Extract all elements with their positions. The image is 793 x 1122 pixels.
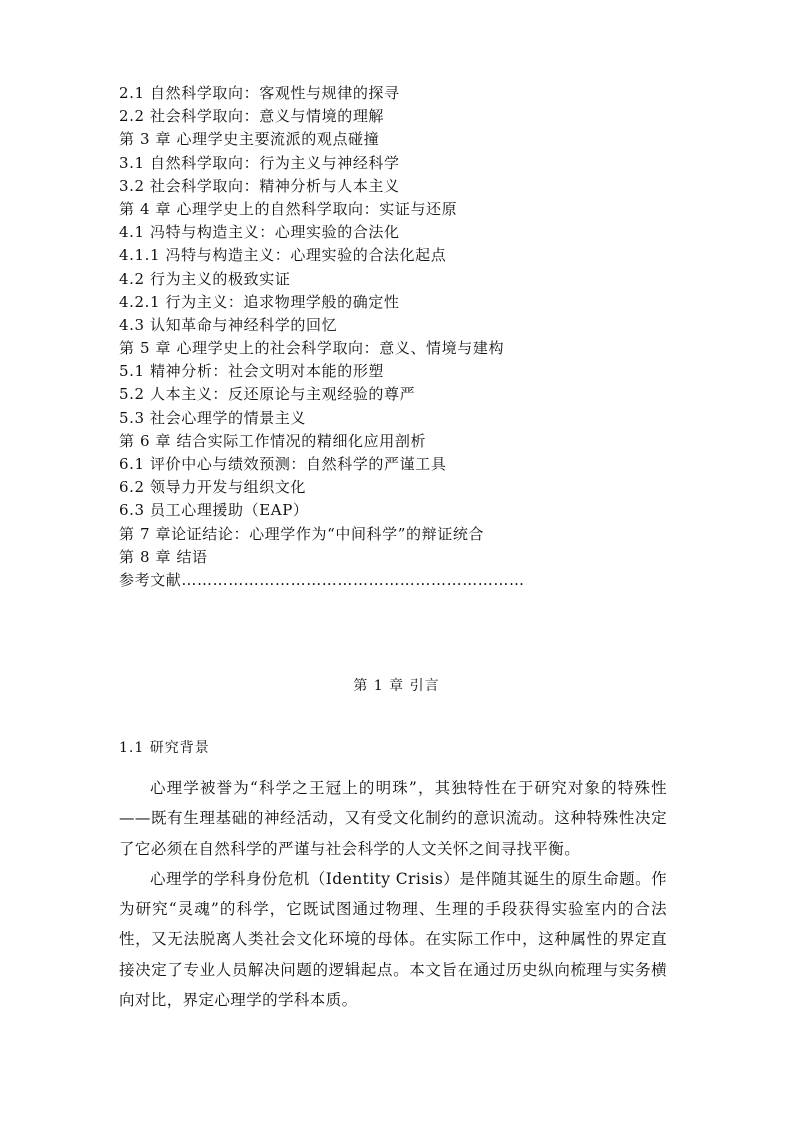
toc-item: 5.3 社会心理学的情景主义 <box>119 408 307 427</box>
body-paragraph: 心理学被誉为“科学之王冠上的明珠”，其独特性在于研究对象的特殊性——既有生理基础的神经活动，又有受文化制约的意识流动。这种特殊性决定了它必须在自然科学的严谨与社会科学的人文关怀之间寻找平衡。 <box>119 779 667 858</box>
toc-item: 6.3 员工心理援助（EAP） <box>119 501 309 520</box>
toc-item: 4.1 冯特与构造主义：心理实验的合法化 <box>119 223 400 242</box>
body-paragraph: 心理学的学科身份危机（Identity Crisis）是伴随其诞生的原生命题。作为研究“灵魂”的科学，它既试图通过物理、生理的手段获得实验室内的合法性，又无法脱离人类社会文化环境的母体。在实际工作中，这种属性的界定直接决定了专业人员解决问题的逻辑起点。本文旨在通过历史纵向梳理与实务横向对比，界定心理学的学科本质。 <box>119 869 667 1010</box>
body-text <box>119 773 667 1015</box>
toc-item: 6.2 领导力开发与组织文化 <box>119 478 307 497</box>
toc-item: 2.1 自然科学取向：客观性与规律的探寻 <box>119 84 400 102</box>
toc-item-references: 参考文献………………………………………………………… <box>119 570 525 589</box>
toc-item: 4.3 认知革命与神经科学的回忆 <box>119 315 338 334</box>
toc-item: 第 6 章 结合实际工作情况的精细化应用剖析 <box>119 431 427 450</box>
toc-item: 第 8 章 结语 <box>119 547 208 566</box>
toc-item: 4.2.1 行为主义：追求物理学般的确定性 <box>119 292 400 311</box>
toc-item: 4.1.1 冯特与构造主义：心理实验的合法化起点 <box>119 246 447 265</box>
toc-item: 第 5 章 心理学史上的社会科学取向：意义、情境与建构 <box>119 339 505 358</box>
toc-item: 第 3 章 心理学史主要流派的观点碰撞 <box>119 130 380 149</box>
toc-item: 4.2 行为主义的极致实证 <box>119 269 291 288</box>
toc-item: 3.2 社会科学取向：精神分析与人本主义 <box>119 176 400 195</box>
toc-item: 第 7 章论证结论：心理学作为“中间科学”的辩证统合 <box>119 524 485 543</box>
section-heading: 1.1 研究背景 <box>119 740 210 756</box>
toc-item: 5.2 人本主义：反还原论与主观经验的尊严 <box>119 385 416 404</box>
toc-item: 6.1 评价中心与绩效预测：自然科学的严谨工具 <box>119 455 447 473</box>
table-of-contents <box>119 82 679 592</box>
toc-item: 第 4 章 心理学史上的自然科学取向：实证与还原 <box>119 199 458 218</box>
chapter-title: 第 1 章 引言 <box>353 678 440 694</box>
toc-item: 3.1 自然科学取向：行为主义与神经科学 <box>119 153 400 172</box>
toc-item: 2.2 社会科学取向：意义与情境的理解 <box>119 107 385 126</box>
toc-item: 5.1 精神分析：社会文明对本能的形塑 <box>119 362 385 381</box>
